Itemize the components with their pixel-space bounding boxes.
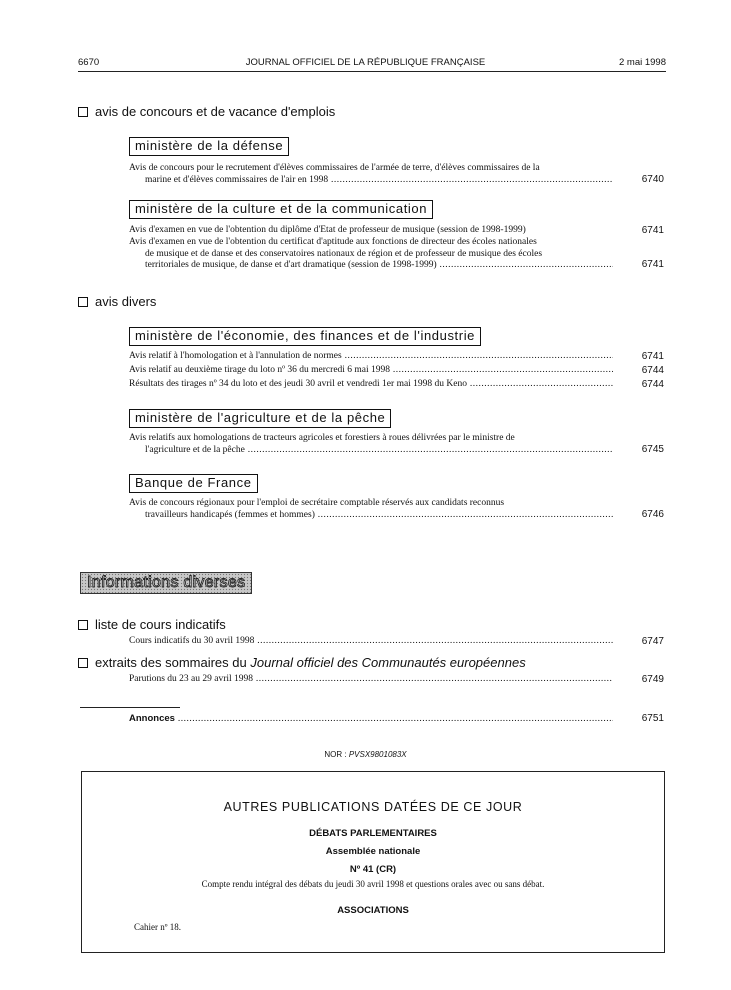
entry-agriculture: Avis relatifs aux homologations de tracteurs agricoles et forestiers à roues délivrées par le ministre de l'agriculture et de la pêche .....	[129, 433, 613, 456]
entry-culture-1: Avis d'examen en vue de l'obtention du diplôme d'Etat de professeur de musique (session de 1998-1999)	[129, 225, 526, 235]
assemblee-heading: Assemblée nationale	[325, 846, 421, 857]
page-ref: 6741	[641, 225, 664, 236]
page-ref: 6749	[641, 674, 664, 685]
entry-banque-france: Avis de concours régionaux pour l'emploi de secrétaire comptable réservés aux candidats reconnus travailleurs handicapés (femmes et hommes) .....	[129, 498, 613, 521]
entry-defense: Avis de concours pour le recrutement d'élèves commissaires de l'armée de terre, d'élèves commissaires de la marine et d'élèves commissaires de l'air en 1998 .....	[129, 163, 613, 186]
debats-heading: DÉBATS PARLEMENTAIRES	[309, 828, 437, 839]
entry-culture-2: Avis d'examen en vue de l'obtention du certificat d'aptitude aux fonctions de directeur des écoles nationales de musique et de danse et des conservatoires nationaux de région et de professeur de musique des écoles territoriales de musique, de danse et d'art dramatique (session de 1998-1999) .....	[129, 237, 613, 272]
entry-economie-3: Résultats des tirages nº 34 du loto et des jeudi 30 avril et vendredi 1er mai 1998 du Keno .....	[129, 379, 613, 391]
page-ref: 6741	[641, 351, 664, 362]
journal-title: JOURNAL OFFICIEL DE LA RÉPUBLIQUE FRANÇAISE	[245, 57, 486, 68]
page-ref: 6746	[641, 509, 664, 520]
entry-cours: Cours indicatifs du 30 avril 1998 .....	[129, 636, 613, 648]
checkbox-square-icon	[78, 658, 88, 668]
nor-reference: NOR : PVSX9801083X	[324, 750, 407, 759]
checkbox-square-icon	[78, 107, 88, 117]
ministry-economie-heading: ministère de l'économie, des finances et de l'industrie	[129, 327, 481, 346]
entry-economie-1: Avis relatif à l'homologation et à l'annulation de normes .....	[129, 351, 613, 363]
section-extraits-title: extraits des sommaires du Journal officiel des Communautés européennes	[78, 655, 526, 670]
entry-economie-2: Avis relatif au deuxième tirage du loto nº 36 du mercredi 6 mai 1998 .....	[129, 365, 613, 377]
section-cours-title: liste de cours indicatifs	[78, 617, 226, 632]
checkbox-square-icon	[78, 297, 88, 307]
numero-heading: Nº 41 (CR)	[349, 864, 397, 875]
autres-publications-title: AUTRES PUBLICATIONS DATÉES DE CE JOUR	[223, 800, 523, 814]
section-concours-title: avis de concours et de vacance d'emplois	[78, 104, 335, 119]
ministry-agriculture-heading: ministère de l'agriculture et de la pêche	[129, 409, 391, 428]
page-ref: 6740	[641, 174, 664, 185]
entry-annonces: Annonces .....	[129, 713, 613, 724]
autres-publications-box	[81, 771, 665, 953]
header-date: 2 mai 1998	[618, 57, 666, 68]
informations-diverses-banner: Informations diverses	[80, 572, 252, 594]
page-ref: 6744	[641, 379, 664, 390]
banque-france-heading: Banque de France	[129, 474, 258, 493]
section-divers-title: avis divers	[78, 294, 156, 309]
entry-extraits: Parutions du 23 au 29 avril 1998 .....	[129, 674, 613, 686]
ministry-defense-heading: ministère de la défense	[129, 137, 289, 156]
page-ref: 6741	[641, 259, 664, 270]
compte-rendu-text: Compte rendu intégral des débats du jeudi 30 avril 1998 et questions orales avec ou sans débat.	[201, 879, 545, 889]
checkbox-square-icon	[78, 620, 88, 630]
associations-heading: ASSOCIATIONS	[337, 905, 409, 916]
cahier-text: Cahier nº 18.	[134, 922, 182, 932]
page-ref: 6745	[641, 444, 664, 455]
separator-rule	[80, 707, 180, 708]
page-ref: 6747	[641, 636, 664, 647]
page-ref: 6744	[641, 365, 664, 376]
page-ref: 6751	[641, 713, 664, 724]
ministry-culture-heading: ministère de la culture et de la communication	[129, 200, 433, 219]
header-rule	[78, 71, 666, 72]
page-number: 6670	[78, 57, 100, 68]
